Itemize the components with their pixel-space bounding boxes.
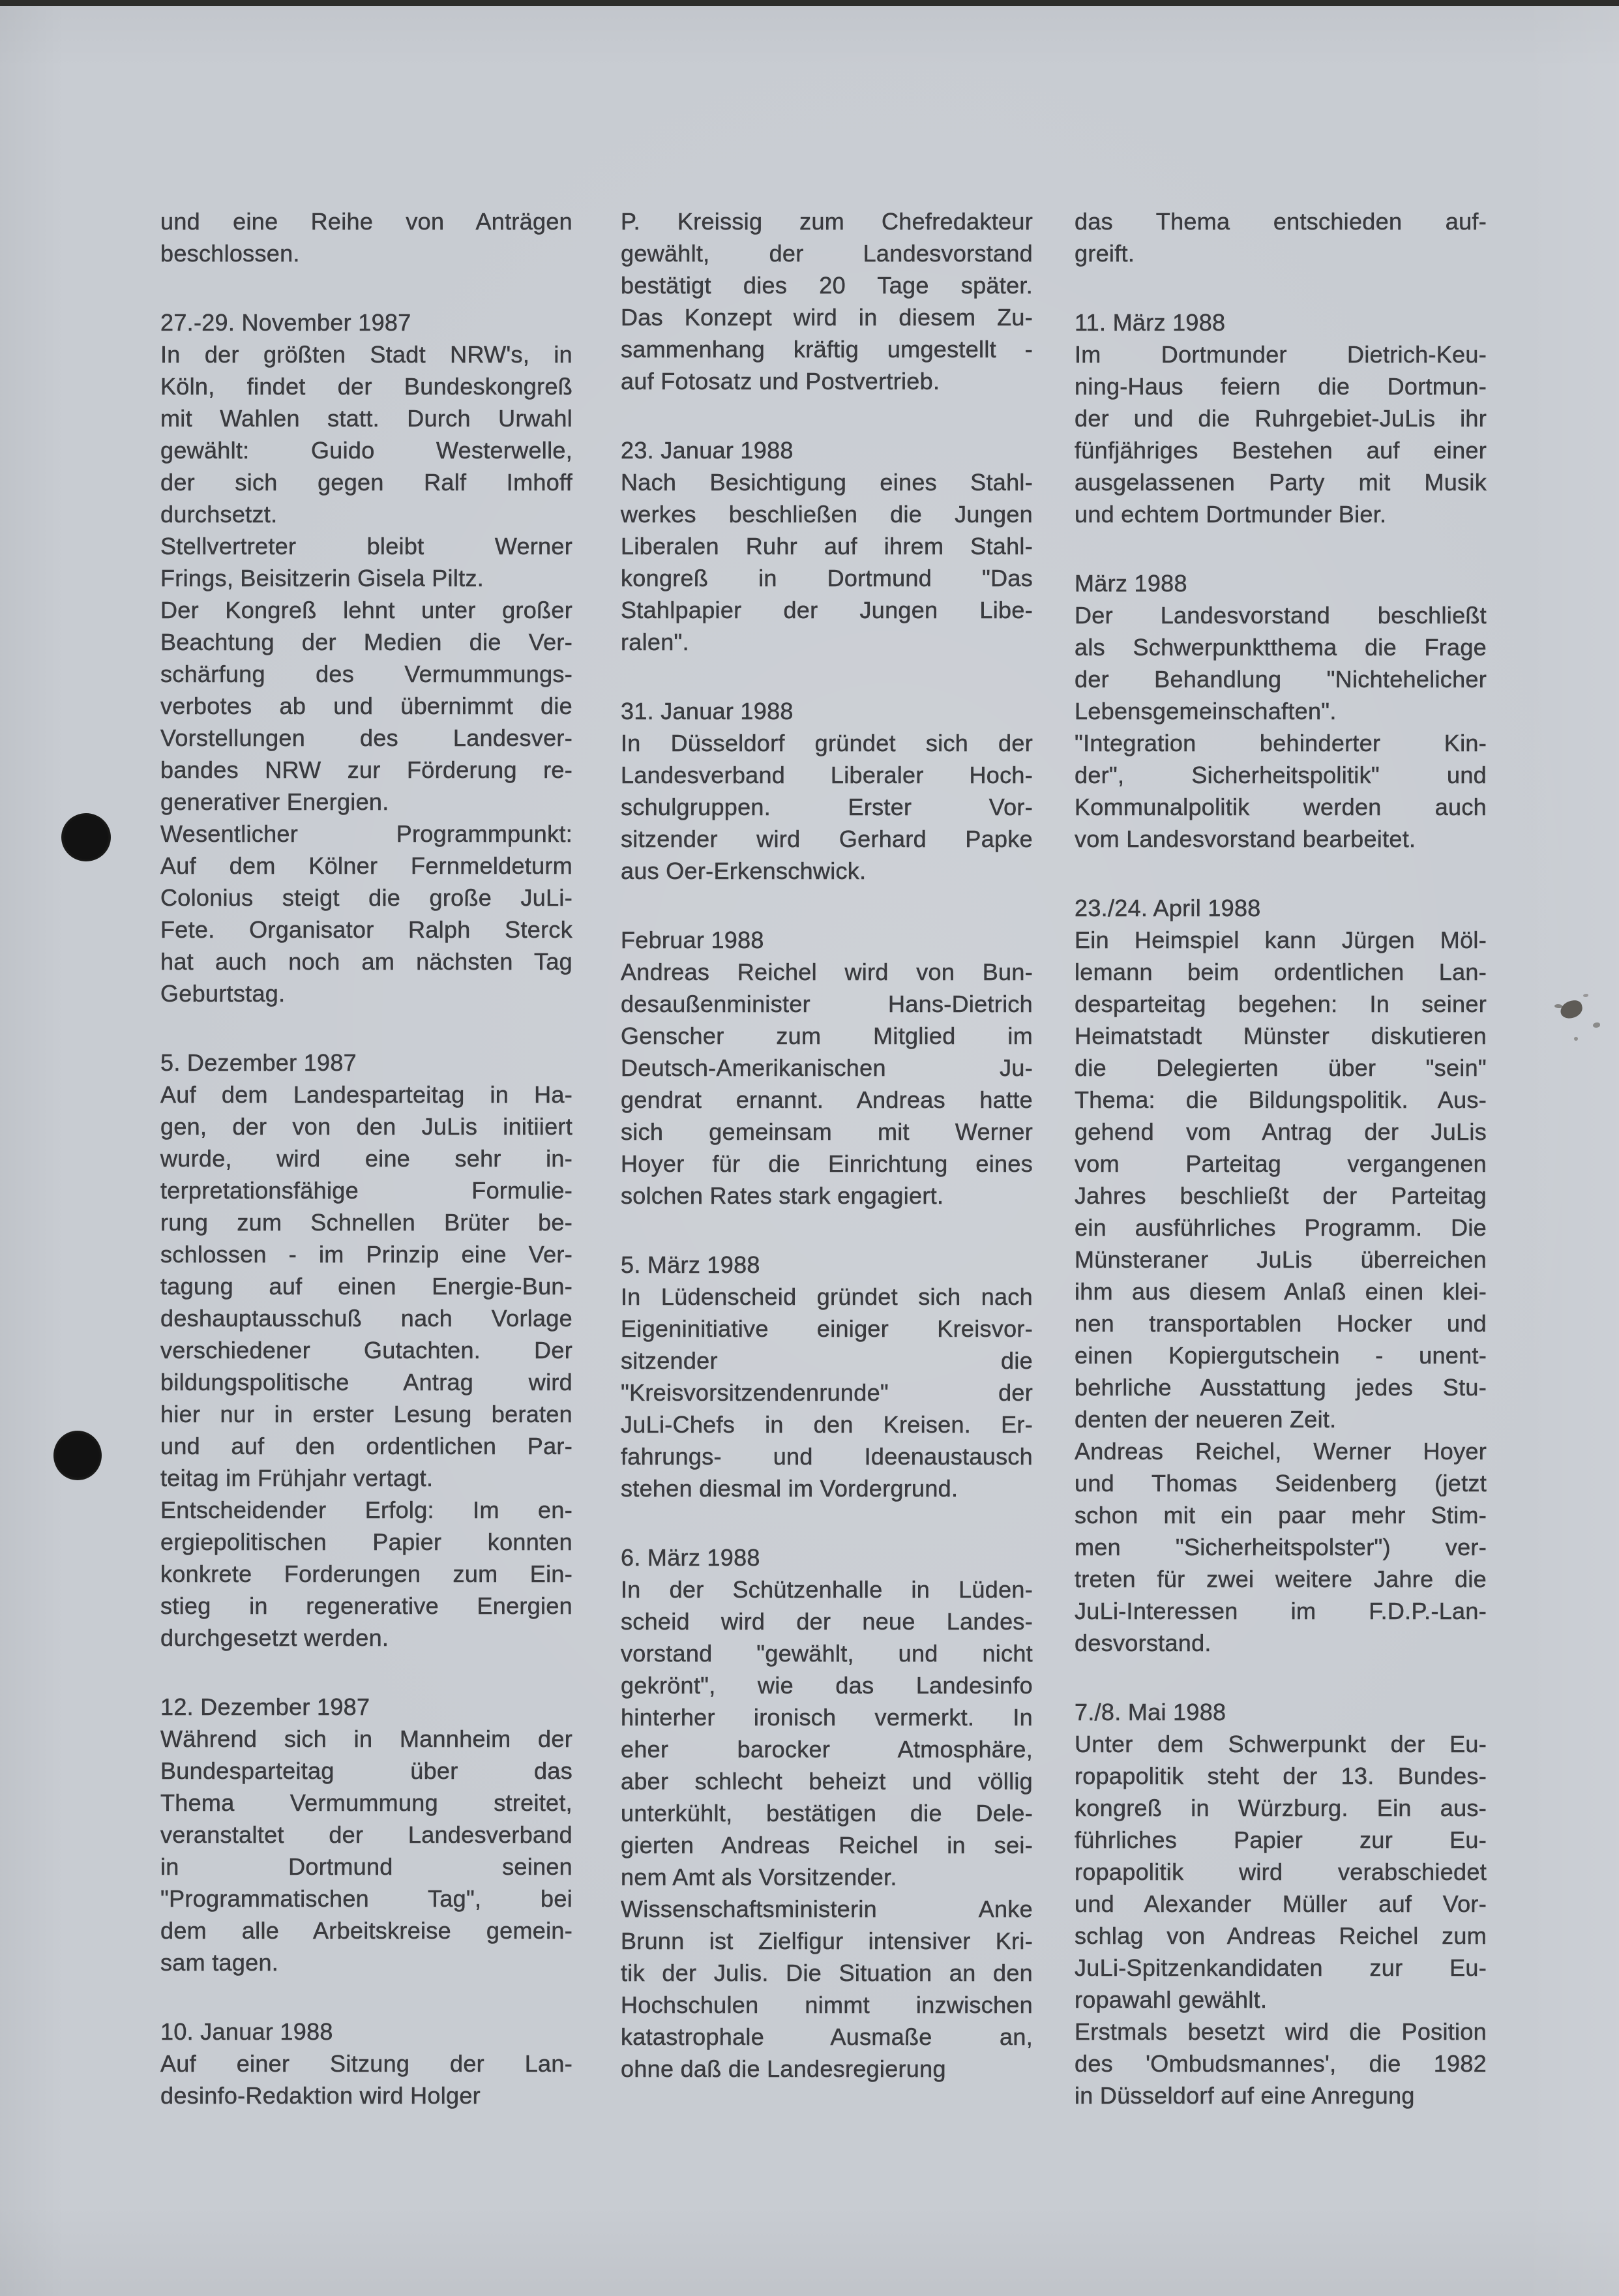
text-line: sammenhang kräftig umgestellt - [621,336,1033,363]
text-line: vom Parteitag vergangenen [1075,1150,1487,1177]
block-gap [160,1009,572,1047]
text-line: denten der neueren Zeit. [1075,1406,1337,1433]
text-line: men "Sicherheitspolster") ver- [1075,1534,1487,1560]
text-line: und echtem Dortmunder Bier. [1075,501,1387,528]
text-line: Genscher zum Mitglied im [621,1022,1033,1049]
paragraph [1075,338,1487,530]
text-line: hier nur in erster Lesung beraten [160,1401,572,1427]
paragraph [160,205,572,269]
text-line: durchsetzt. [160,501,278,528]
text-line: schlossen - im Prinzip eine Ver- [160,1241,572,1268]
text-line: aus Oer-Erkenschwick. [621,857,867,884]
text-line: tik der Julis. Die Situation an den [621,1960,1033,1986]
punch-hole-bottom [53,1431,102,1480]
text-line: terpretationsfähige Formulie- [160,1177,572,1204]
paragraph [621,466,1033,658]
text-line: Fete. Organisator Ralph Sterck [160,916,572,943]
text-line: scheid wird der neue Landes- [621,1608,1033,1635]
text-line: Hochschulen nimmt inzwischen [621,1991,1033,2018]
text-line: Geburtstag. [160,980,286,1007]
text-line: Unter dem Schwerpunkt der Eu- [1075,1731,1487,1757]
block-gap [621,397,1033,434]
text-line: Erstmals besetzt wird die Position [1075,2018,1487,2045]
block-gap [1075,530,1487,567]
text-line: In der Schützenhalle in Lüden- [621,1576,1033,1603]
paragraph [621,1893,1033,2085]
text-line: ning-Haus feiern die Dortmun- [1075,373,1487,400]
text-line: schlag von Andreas Reichel zum [1075,1922,1487,1949]
text-line: generativer Energien. [160,788,389,815]
text-line: solchen Rates stark engagiert. [621,1182,944,1209]
text-line: Deutsch-Amerikanischen Ju- [621,1054,1033,1081]
text-line: bildungspolitische Antrag wird [160,1369,572,1395]
paragraph [160,2048,572,2111]
text-line: Im Dortmunder Dietrich-Keu- [1075,341,1487,368]
text-line: ropawahl gewählt. [1075,1986,1268,2013]
block-gap [160,1654,572,1691]
text-line: Heimatstadt Münster diskutieren [1075,1022,1487,1049]
text-line: Eigeninitiative einiger Kreisvor- [621,1315,1033,1342]
text-line: desinfo-Redaktion wird Holger [160,2082,481,2109]
text-line: teitag im Frühjahr vertagt. [160,1465,434,1491]
text-line: nem Amt als Vorsitzender. [621,1864,897,1890]
text-line: katastrophale Ausmaße an, [621,2023,1033,2050]
text-line: eher barocker Atmosphäre, [621,1736,1033,1763]
punch-hole-top [61,813,111,861]
text-line: und auf den ordentlichen Par- [160,1433,572,1459]
paragraph [621,727,1033,887]
text-line: verschiedener Gutachten. Der [160,1337,572,1364]
text-line: das Thema entschieden auf- [1075,208,1487,235]
date-heading: 23. Januar 1988 [621,437,794,464]
text-line: Frings, Beisitzerin Gisela Piltz. [160,565,484,591]
text-line: der und die Ruhrgebiet-JuLis ihr [1075,405,1487,432]
ink-smudge-speck [1574,1037,1578,1041]
text-line: als Schwerpunktthema die Frage [1075,634,1487,661]
block-gap [621,1212,1033,1249]
paragraph [160,1494,572,1654]
date-heading: 12. Dezember 1987 [160,1693,370,1720]
text-line: Auf einer Sitzung der Lan- [160,2050,572,2077]
text-line: ropapolitik wird verabschiedet [1075,1858,1487,1885]
block-gap [160,269,572,306]
text-line: JuLi-Chefs in den Kreisen. Er- [621,1411,1033,1438]
date-heading: März 1988 [1075,570,1187,597]
text-line: deshauptausschuß nach Vorlage [160,1305,572,1332]
paragraph [1075,1728,1487,2016]
text-line: gewählt: Guido Westerwelle, [160,437,572,464]
date-heading: 31. Januar 1988 [621,698,794,724]
text-line: bandes NRW zur Förderung re- [160,756,572,783]
text-line: ein ausführliches Programm. Die [1075,1214,1487,1241]
text-line: tagung auf einen Energie-Bun- [160,1273,572,1300]
text-line: auf Fotosatz und Postvertrieb. [621,368,940,395]
text-line: Stellvertreter bleibt Werner [160,533,572,559]
text-line: Entscheidender Erfolg: Im en- [160,1497,572,1523]
text-line: unterkühlt, bestätigen die Dele- [621,1800,1033,1826]
date-heading: 5. März 1988 [621,1251,760,1278]
text-line: Thema: die Bildungspolitik. Aus- [1075,1086,1487,1113]
text-line: Andreas Reichel wird von Bun- [621,959,1033,985]
text-line: schärfung des Vermummungs- [160,661,572,687]
text-line: desaußenminister Hans-Dietrich [621,991,1033,1017]
text-line: ausgelassenen Party mit Musik [1075,469,1487,496]
date-heading: 10. Januar 1988 [160,2018,333,2045]
text-line: dem alle Arbeitskreise gemein- [160,1917,572,1944]
block-gap [621,658,1033,695]
text-line: gewählt, der Landesvorstand [621,240,1033,267]
text-line: Während sich in Mannheim der [160,1725,572,1752]
text-line: Hoyer für die Einrichtung eines [621,1150,1033,1177]
paragraph [160,530,572,594]
text-line: vom Landesvorstand bearbeitet. [1075,826,1416,852]
text-line: Vorstellungen des Landesver- [160,724,572,751]
text-line: bestätigt dies 20 Tage später. [621,272,1033,299]
paragraph [621,1281,1033,1504]
block-gap [621,887,1033,924]
paragraph [1075,2016,1487,2111]
paragraph [160,594,572,818]
paragraph [621,1573,1033,1893]
text-line: lemann beim ordentlichen Lan- [1075,959,1487,985]
text-line: und eine Reihe von Anträgen [160,208,572,235]
text-line: des 'Ombudsmannes', die 1982 [1075,2050,1487,2077]
text-line: der Behandlung "Nichtehelicher [1075,666,1487,693]
text-line: Liberalen Ruhr auf ihrem Stahl- [621,533,1033,559]
text-line: nen transportablen Hocker und [1075,1310,1487,1337]
block-gap [160,1978,572,2016]
text-line: ergiepolitischen Papier konnten [160,1528,572,1555]
text-line: werkes beschließen die Jungen [621,501,1033,528]
text-line: Wesentlicher Programmpunkt: [160,820,572,847]
text-line: Münsteraner JuLis überreichen [1075,1246,1487,1273]
text-line: Landesverband Liberaler Hoch- [621,762,1033,788]
text-line: und Thomas Seidenberg (jetzt [1075,1470,1487,1497]
text-line: einen Kopiergutschein - unent- [1075,1342,1487,1369]
text-line: Der Kongreß lehnt unter großer [160,597,572,623]
paragraph [160,338,572,530]
text-line: Colonius steigt die große JuLi- [160,884,572,911]
block-gap [1075,1659,1487,1696]
text-line: Der Landesvorstand beschließt [1075,602,1487,629]
text-line: die Delegierten über "sein" [1075,1054,1487,1081]
text-line: Beachtung der Medien die Ver- [160,629,572,655]
scan-top-edge [0,0,1619,6]
text-line: rung zum Schnellen Brüter be- [160,1209,572,1236]
date-heading: 23./24. April 1988 [1075,895,1261,921]
text-line: JuLi-Spitzenkandidaten zur Eu- [1075,1954,1487,1981]
text-line: In der größten Stadt NRW's, in [160,341,572,368]
text-line: stieg in regenerative Energien [160,1592,572,1619]
text-line: kongreß in Dortmund "Das [621,565,1033,591]
text-line: greift. [1075,240,1135,267]
text-line: konkrete Forderungen zum Ein- [160,1560,572,1587]
text-line: veranstaltet der Landesverband [160,1821,572,1848]
text-line: "Integration behinderter Kin- [1075,730,1487,756]
text-line: JuLi-Interessen im F.D.P.-Lan- [1075,1598,1487,1624]
text-line: In Lüdenscheid gründet sich nach [621,1283,1033,1310]
text-line: hat auch noch am nächsten Tag [160,948,572,975]
text-line: Auf dem Kölner Fernmeldeturm [160,852,572,879]
text-line: schon mit ein paar mehr Stim- [1075,1502,1487,1528]
text-line: wurde, wird eine sehr in- [160,1145,572,1172]
text-line: hinterher ironisch vermerkt. In [621,1704,1033,1731]
text-line: vorstand "gewählt, und nicht [621,1640,1033,1667]
text-line: in Düsseldorf auf eine Anregung [1075,2082,1415,2109]
date-heading: 7./8. Mai 1988 [1075,1699,1226,1725]
text-line: durchgesetzt werden. [160,1624,389,1651]
text-line: P. Kreissig zum Chefredakteur [621,208,1033,235]
paragraph [1075,727,1487,855]
text-line: sitzender wird Gerhard Papke [621,826,1033,852]
text-line: desparteitag begehen: In seiner [1075,991,1487,1017]
text-line: behrliche Ausstattung jedes Stu- [1075,1374,1487,1401]
block-gap [621,1504,1033,1542]
text-line: der", Sicherheitspolitik" und [1075,762,1487,788]
text-line: Lebensgemeinschaften". [1075,698,1337,724]
text-line: gehend vom Antrag der JuLis [1075,1118,1487,1145]
text-line: in Dortmund seinen [160,1853,572,1880]
text-line: Wissenschaftsministerin Anke [621,1896,1033,1922]
text-line: der sich gegen Ralf Imhoff [160,469,572,496]
paragraph [160,818,572,1009]
paragraph [1075,1435,1487,1659]
text-line: fahrungs- und Ideenaustausch [621,1443,1033,1470]
text-line: und Alexander Müller auf Vor- [1075,1890,1487,1917]
paragraph [621,956,1033,1212]
date-heading: 11. März 1988 [1075,309,1226,336]
text-line: Brunn ist Zielfigur intensiver Kri- [621,1928,1033,1954]
text-line: desvorstand. [1075,1630,1211,1656]
text-line: führliches Papier zur Eu- [1075,1826,1487,1853]
text-line: "Programmatischen Tag", bei [160,1885,572,1912]
text-line: ralen". [621,629,689,655]
text-line: sitzender die [621,1347,1033,1374]
date-heading: 5. Dezember 1987 [160,1049,357,1076]
text-line: stehen diesmal im Vordergrund. [621,1475,958,1502]
text-line: Ein Heimspiel kann Jürgen Möl- [1075,927,1487,953]
text-line: Köln, findet der Bundeskongreß [160,373,572,400]
text-line: kongreß in Würzburg. Ein aus- [1075,1795,1487,1821]
text-line: Bundesparteitag über das [160,1757,572,1784]
text-line: treten für zwei weitere Jahre die [1075,1566,1487,1592]
text-line: Thema Vermummung streitet, [160,1789,572,1816]
text-line: Kommunalpolitik werden auch [1075,794,1487,820]
text-line: gekrönt", wie das Landesinfo [621,1672,1033,1699]
block-gap [1075,269,1487,306]
text-line: beschlossen. [160,240,300,267]
paragraph [1075,599,1487,727]
paragraph [160,1079,572,1494]
text-line: schulgruppen. Erster Vor- [621,794,1033,820]
text-line: "Kreisvorsitzendenrunde" der [621,1379,1033,1406]
text-line: mit Wahlen statt. Durch Urwahl [160,405,572,432]
date-heading: 6. März 1988 [621,1544,760,1571]
block-gap [1075,855,1487,892]
text-line: aber schlecht beheizt und völlig [621,1768,1033,1795]
paragraph [1075,924,1487,1435]
text-line: gierten Andreas Reichel in sei- [621,1832,1033,1858]
text-line: fünfjähriges Bestehen auf einer [1075,437,1487,464]
text-line: In Düsseldorf gründet sich der [621,730,1033,756]
text-line: sich gemeinsam mit Werner [621,1118,1033,1145]
text-line: sam tagen. [160,1949,279,1976]
text-line: Nach Besichtigung eines Stahl- [621,469,1033,496]
column-1 [160,205,572,2111]
column-2 [621,205,1033,2085]
column-3 [1075,205,1487,2111]
text-line: Andreas Reichel, Werner Hoyer [1075,1438,1487,1465]
text-line: Das Konzept wird in diesem Zu- [621,304,1033,331]
text-line: Stahlpapier der Jungen Libe- [621,597,1033,623]
text-line: gen, der von den JuLis initiiert [160,1113,572,1140]
date-heading: 27.-29. November 1987 [160,309,411,336]
text-line: Auf dem Landesparteitag in Ha- [160,1081,572,1108]
text-line: gendrat ernannt. Andreas hatte [621,1086,1033,1113]
text-line: Jahres beschließt der Parteitag [1075,1182,1487,1209]
text-line: ihm aus diesem Anlaß einen klei- [1075,1278,1487,1305]
text-line: verbotes ab und übernimmt die [160,693,572,719]
date-heading: Februar 1988 [621,927,764,953]
text-line: ropapolitik steht der 13. Bundes- [1075,1763,1487,1789]
paragraph [621,205,1033,397]
text-line: ohne daß die Landesregierung [621,2055,946,2082]
paragraph [160,1723,572,1978]
paragraph [1075,205,1487,269]
